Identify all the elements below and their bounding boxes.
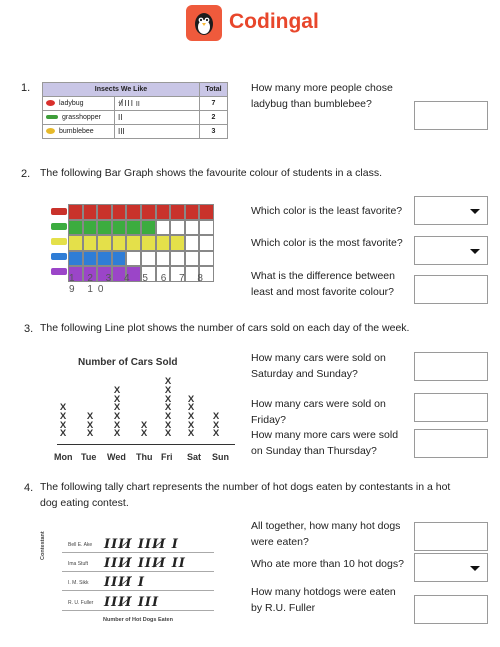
bar-cell — [185, 251, 200, 267]
bar-cell — [126, 204, 141, 220]
crayon-icon — [51, 268, 67, 275]
tally-y-label: Contestant — [40, 531, 46, 560]
insect-name: grasshopper — [62, 114, 101, 121]
bar-cell — [199, 204, 214, 220]
bar-cell — [141, 235, 156, 251]
tally-row-line — [62, 571, 214, 572]
bar-cell — [112, 204, 127, 220]
bar-cell — [199, 220, 214, 236]
bar-cell — [170, 235, 185, 251]
question-2c-text: What is the difference between least and most favorite colour? — [251, 270, 395, 298]
table-row — [43, 111, 228, 125]
question-3-number: 3. — [24, 323, 34, 335]
bar-cell — [141, 251, 156, 267]
contestant-name: R. U. Fuller — [68, 600, 94, 606]
bar-cell — [156, 235, 171, 251]
codingal-logo — [186, 5, 222, 41]
insects-table-total-header: Total — [200, 83, 228, 97]
q2-difference-input[interactable] — [414, 275, 488, 304]
bar-cell — [141, 204, 156, 220]
bumblebee-icon — [46, 128, 55, 134]
q4-total-input[interactable] — [414, 522, 488, 551]
bar-cell — [156, 251, 171, 267]
bar-cell — [68, 235, 83, 251]
bar-cell — [83, 204, 98, 220]
question-2-number: 2. — [21, 168, 31, 180]
line-plot-x-column: X X — [140, 419, 148, 440]
line-plot-x-column: X X X X X — [187, 393, 195, 440]
bar-cell — [112, 251, 127, 267]
bar-cell — [156, 220, 171, 236]
q3-weekend-input[interactable] — [414, 352, 488, 381]
table-row — [43, 125, 228, 139]
line-plot-x-column: X X X X X X — [113, 384, 121, 440]
question-4-number: 4. — [24, 482, 34, 494]
bar-cell — [126, 251, 141, 267]
table-row — [43, 97, 228, 111]
line-plot-x-column: X X X X — [59, 402, 67, 440]
bar-cell — [83, 235, 98, 251]
bar-cell — [97, 251, 112, 267]
brand-name: Codingal — [229, 10, 319, 33]
question-2-intro: The following Bar Graph shows the favourite colour of students in a class. — [40, 167, 383, 179]
line-plot-day-label: Tue — [81, 452, 97, 462]
q3-friday-input[interactable] — [414, 393, 488, 422]
insect-tally: III — [115, 125, 200, 139]
bar-cell — [170, 204, 185, 220]
line-plot-x-column: X X X — [212, 410, 220, 440]
line-plot-day-label: Mon — [54, 452, 73, 462]
question-3-intro: The following Line plot shows the number of cars sold on each day of the week. — [40, 322, 410, 334]
q4-fuller-input[interactable] — [414, 595, 488, 624]
bar-cell — [126, 235, 141, 251]
least-favorite-dropdown[interactable] — [414, 196, 488, 225]
question-1-text: How many more people chose ladybug than bumblebee? — [251, 82, 393, 110]
crayon-icon — [51, 208, 67, 215]
line-plot-day-label: Sat — [187, 452, 202, 462]
insect-name: ladybug — [59, 100, 84, 107]
insect-tally: II — [115, 111, 200, 125]
chevron-down-icon — [470, 249, 480, 254]
bar-cell — [199, 251, 214, 267]
line-plot-day-label: Thu — [136, 452, 153, 462]
tally-marks: IIII̸ IIII̸ I — [104, 537, 179, 552]
chevron-down-icon — [470, 209, 480, 214]
crayon-icon — [51, 223, 67, 230]
question-4c-text: How many hotdogs were eaten by R.U. Fuller — [251, 586, 396, 614]
insects-table — [42, 82, 228, 139]
insect-name: bumblebee — [59, 128, 94, 135]
tally-marks: IIII̸ IIII̸ II — [104, 556, 186, 571]
chevron-down-icon — [470, 566, 480, 571]
line-plot-x-column: X X X X X X X — [164, 376, 172, 440]
insects-table-title: Insects We Like — [43, 83, 200, 97]
tally-marks: IIII̸ I — [104, 575, 145, 590]
contestant-name: Bell E. Ake — [68, 542, 93, 548]
tally-x-label: Number of Hot Dogs Eaten — [103, 617, 173, 623]
bar-axis-numbers: 1 2 3 4 5 6 7 8 9 10 — [69, 273, 208, 295]
insect-total: 3 — [200, 125, 228, 139]
question-4-intro: The following tally chart represents the number of hot dogs eaten by contestants in a hot dog eating contest. — [40, 481, 451, 509]
question-1-number: 1. — [21, 82, 31, 94]
bar-cell — [126, 220, 141, 236]
crayon-icon — [51, 238, 67, 245]
crayon-icon — [51, 253, 67, 260]
ladybug-icon — [46, 100, 55, 106]
q1-answer-input[interactable] — [414, 101, 488, 130]
line-plot-title: Number of Cars Sold — [78, 357, 178, 368]
bar-cell — [185, 204, 200, 220]
bar-cell — [185, 220, 200, 236]
bar-cell — [68, 204, 83, 220]
tally-marks: IIII̸ III — [104, 595, 160, 610]
question-3c-text: How many more cars were sold on Sunday than Thursday? — [251, 429, 399, 457]
bar-cell — [170, 220, 185, 236]
insect-total: 2 — [200, 111, 228, 125]
grasshopper-icon — [46, 115, 58, 119]
question-4a-text: All together, how many hot dogs were eaten? — [251, 520, 401, 548]
bar-cell — [199, 235, 214, 251]
most-favorite-dropdown[interactable] — [414, 236, 488, 265]
bar-cell — [97, 235, 112, 251]
bar-cell — [97, 220, 112, 236]
line-plot-day-label: Sun — [212, 452, 229, 462]
tally-row-line — [62, 610, 214, 611]
line-plot-x-column: X X X — [86, 410, 94, 440]
contestant-name: I. M. Sikk — [68, 580, 89, 586]
bar-cell — [170, 251, 185, 267]
bar-cell — [141, 220, 156, 236]
question-3a-text: How many cars were sold on Saturday and Sunday? — [251, 352, 386, 380]
line-plot-day-label: Fri — [161, 452, 173, 462]
insect-tally: ⸶IIII II — [115, 97, 200, 111]
more-than-10-dropdown[interactable] — [414, 553, 488, 582]
bar-cell — [97, 204, 112, 220]
bar-cell — [112, 235, 127, 251]
insect-total: 7 — [200, 97, 228, 111]
tally-row-line — [62, 590, 214, 591]
question-2b-text: Which color is the most favorite? — [251, 237, 403, 249]
tally-row-line — [62, 552, 214, 553]
bar-cell — [68, 251, 83, 267]
penguin-icon — [186, 5, 222, 41]
colour-bar-graph — [51, 198, 214, 295]
question-3b-text: How many cars were sold on Friday? — [251, 398, 386, 426]
contestant-name: Ima Stuft — [68, 561, 89, 567]
question-4b-text: Who ate more than 10 hot dogs? — [251, 558, 404, 570]
line-plot-day-label: Wed — [107, 452, 126, 462]
bar-cell — [185, 235, 200, 251]
bar-cell — [156, 204, 171, 220]
bar-cell — [112, 220, 127, 236]
bar-cell — [83, 220, 98, 236]
line-plot-axis — [57, 444, 235, 445]
bar-cell — [83, 251, 98, 267]
bar-cell — [68, 220, 83, 236]
question-2a-text: Which color is the least favorite? — [251, 205, 403, 217]
q3-difference-input[interactable] — [414, 429, 488, 458]
